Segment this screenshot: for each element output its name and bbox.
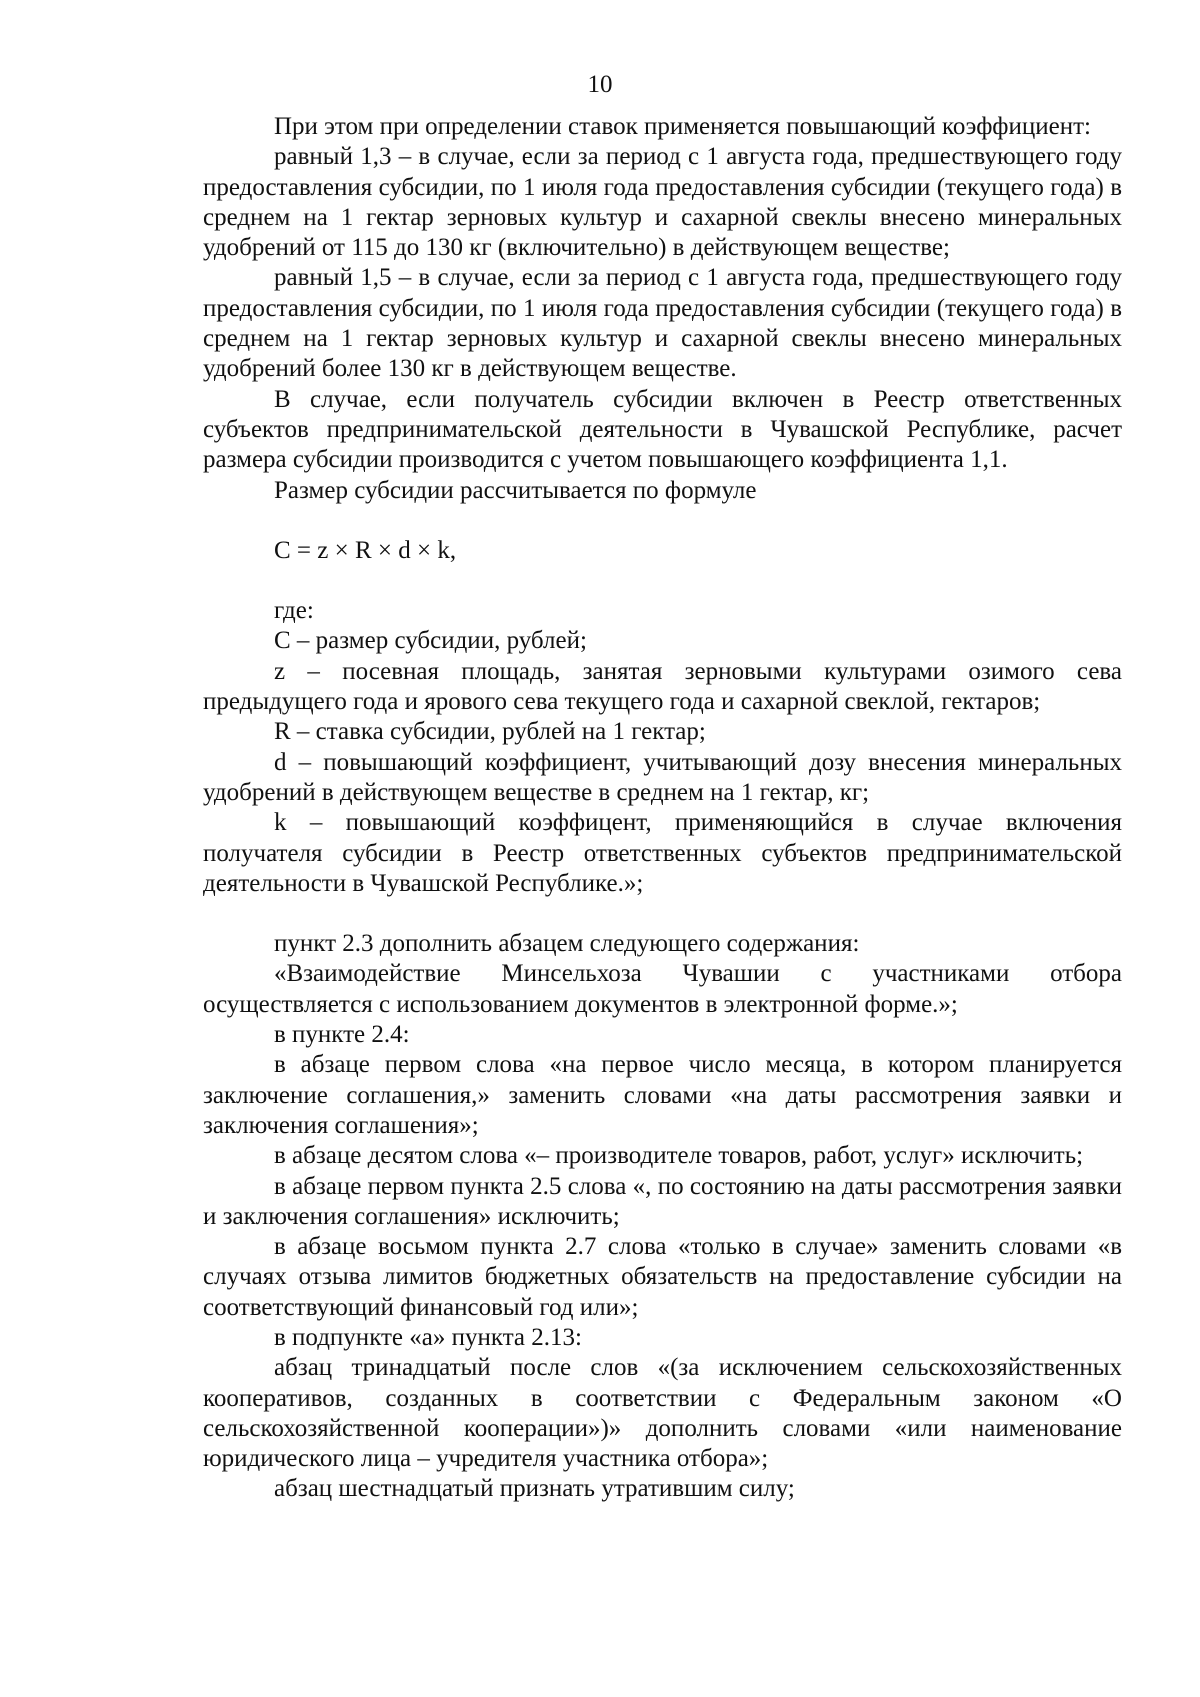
paragraph-coefficient-1-3: равный 1,3 – в случае, если за период с 1 августа года, предшествующего году предоставления субсидии, по 1 июля года предоставления субсидии (текущего года) в среднем на 1 гектар зерновых культур и сахарной свеклы внесено минеральных удобрений от 115 до 130 кг (включительно) в действующем веществе;	[203, 143, 1122, 262]
paragraph-where: где:	[274, 597, 314, 625]
paragraph-abzats-tenth: в абзаце десятом слова «– производителе товаров, работ, услуг» исключить;	[274, 1142, 1084, 1170]
paragraph-abzats-thirteenth: абзац тринадцатый после слов «(за исключением сельскохозяйственных кооперативов, созданных в соответствии с Федеральным законом «О сельскохозяйственной кооперации»)» дополнить словами «или наименование юридического лица – учредителя участника отбора»;	[203, 1354, 1122, 1473]
paragraph-formula-intro: Размер субсидии рассчитывается по формуле	[274, 476, 757, 504]
paragraph-coefficient-intro: При этом при определении ставок применяется повышающий коэффициент:	[274, 113, 1091, 140]
paragraph-point-2-5: в абзаце первом пункта 2.5 слова «, по состоянию на даты рассмотрения заявки и заключения соглашения» исключить;	[203, 1172, 1122, 1230]
definition-k: k – повышающий коэффицент, применяющийся в случае включения получателя субсидии в Реестр ответственных субъектов предпринимательской деятельности в Чувашской Республике.»;	[203, 809, 1122, 897]
definition-z: z – посевная площадь, занятая зерновыми культурами озимого сева предыдущего года и ярового сева текущего года и сахарной свеклой, гектаров;	[203, 657, 1122, 716]
paragraph-point-2-7: в абзаце восьмом пункта 2.7 слова «только в случае» заменить словами «в случаях отзыва лимитов бюджетных обязательств на предоставление субсидии на соответствующий финансовый год или»;	[203, 1233, 1122, 1321]
paragraph-gap	[203, 899, 1122, 929]
document-body	[203, 112, 1122, 1505]
definition-d: d – повышающий коэффициент, учитывающий дозу внесения минеральных удобрений в действующем веществе в среднем на 1 гектар, кг;	[203, 748, 1122, 806]
paragraph-point-2-3: пункт 2.3 дополнить абзацем следующего содержания:	[274, 930, 860, 958]
paragraph-point-2-13: в подпункте «а» пункта 2.13:	[274, 1323, 582, 1351]
paragraph-abzats-sixteenth: абзац шестнадцатый признать утратившим силу;	[274, 1475, 795, 1503]
paragraph-abzats-first: в абзаце первом слова «на первое число месяца, в котором планируется заключение соглашения,» заменить словами «на даты рассмотрения заявки и заключения соглашения»;	[203, 1051, 1122, 1139]
definition-c: C – размер субсидии, рублей;	[274, 627, 587, 655]
paragraph-coefficient-1-5: равный 1,5 – в случае, если за период с 1 августа года, предшествующего году предоставления субсидии, по 1 июля года предоставления субсидии (текущего года) в среднем на 1 гектар зерновых культур и сахарной свеклы внесено минеральных удобрений более 130 кг в действующем веществе.	[203, 264, 1122, 383]
paragraph-point-2-4: в пункте 2.4:	[274, 1021, 410, 1049]
paragraph-registry-coefficient: В случае, если получатель субсидии включен в Реестр ответственных субъектов предпринимательской деятельности в Чувашской Республике, расчет размера субсидии производится с учетом повышающего коэффициента 1,1.	[203, 385, 1122, 474]
formula: C = z × R × d × k,	[274, 536, 457, 564]
paragraph-interaction-text: «Взаимодействие Минсельхоза Чувашии с участниками отбора осуществляется с использованием документов в электронной форме.»;	[203, 960, 1122, 1018]
definition-r: R – ставка субсидии, рублей на 1 гектар;	[274, 718, 706, 746]
page-number: 10	[587, 71, 613, 98]
